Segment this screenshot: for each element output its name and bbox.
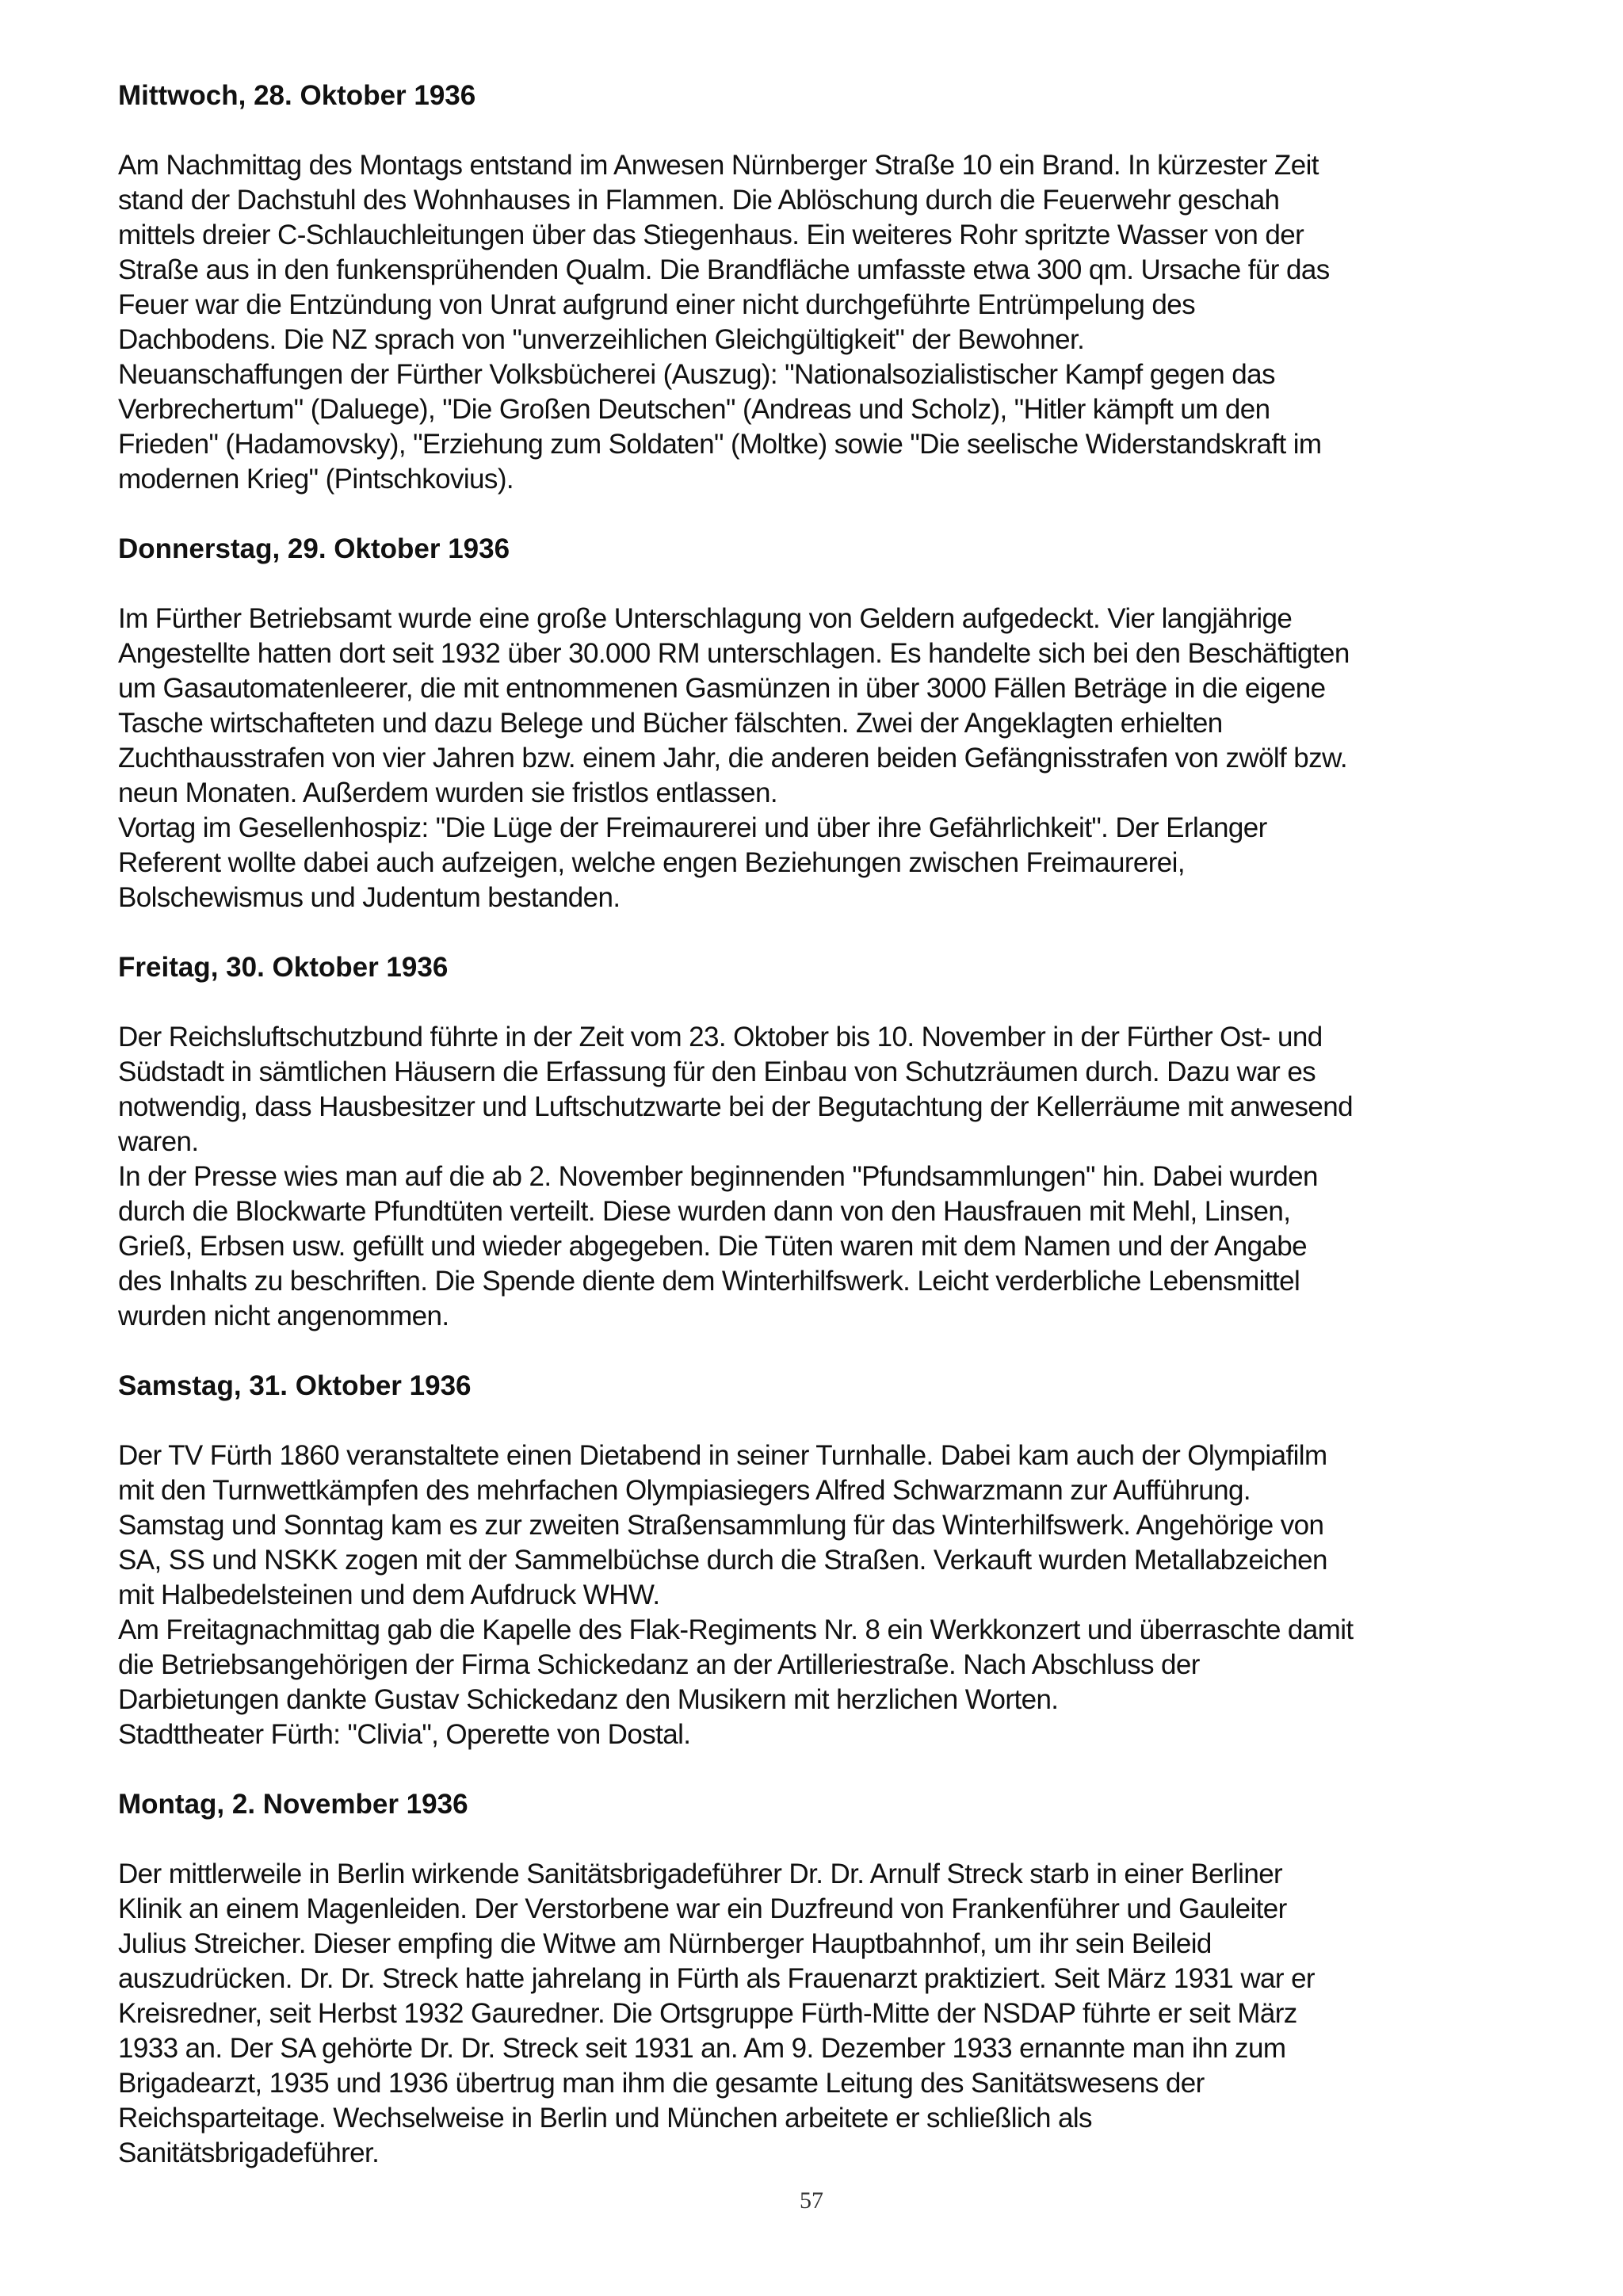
text-line: Kreisredner, seit Herbst 1932 Gauredner. Die Ortsgruppe Fürth-Mitte der NSDAP führte er seit März <box>118 1998 1297 2029</box>
text-line: Vortag im Gesellenhospiz: "Die Lüge der Freimaurerei und über ihre Gefährlichkeit". Der Erlanger <box>118 812 1267 843</box>
entry-body <box>118 148 1529 497</box>
entry-body <box>118 1857 1529 2171</box>
text-line: Verbrechertum" (Daluege), "Die Großen Deutschen" (Andreas und Scholz), "Hitler kämpft um den <box>118 394 1270 425</box>
entry-body <box>118 1438 1529 1752</box>
page-number: 57 <box>800 2187 823 2214</box>
text-line: Straße aus in den funkensprühenden Qualm. Die Brandfläche umfasste etwa 300 qm. Ursache für das <box>118 254 1330 285</box>
text-line: wurden nicht angenommen. <box>118 1301 449 1331</box>
text-line: Der mittlerweile in Berlin wirkende Sanitätsbrigadeführer Dr. Dr. Arnulf Streck starb in einer Berliner <box>118 1859 1283 1889</box>
text-line: Neuanschaffungen der Fürther Volksbücherei (Auszug): "Nationalsozialistischer Kampf gegen das <box>118 359 1275 390</box>
text-line: Darbietungen dankte Gustav Schickedanz den Musikern mit herzlichen Worten. <box>118 1684 1059 1715</box>
text-line: In der Presse wies man auf die ab 2. November beginnenden "Pfundsammlungen" hin. Dabei wurden <box>118 1161 1318 1192</box>
text-line: notwendig, dass Hausbesitzer und Luftschutzwarte bei der Begutachtung der Kellerräume mit anwesend <box>118 1091 1353 1122</box>
entry-date-heading: Freitag, 30. Oktober 1936 <box>118 952 449 983</box>
diary-entry <box>118 950 1529 1334</box>
diary-entry <box>118 532 1529 915</box>
text-line: durch die Blockwarte Pfundtüten verteilt. Diese wurden dann von den Hausfrauen mit Mehl, Linsen, <box>118 1196 1291 1227</box>
text-line: Tasche wirtschafteten und dazu Belege und Bücher fälschten. Zwei der Angeklagten erhielten <box>118 708 1223 739</box>
text-line: Stadttheater Fürth: "Clivia", Operette von Dostal. <box>118 1719 691 1750</box>
text-line: Brigadearzt, 1935 und 1936 übertrug man ihm die gesamte Leitung des Sanitätswesens der <box>118 2068 1205 2099</box>
text-line: Samstag und Sonntag kam es zur zweiten Straßensammlung für das Winterhilfswerk. Angehörige von <box>118 1510 1324 1541</box>
text-line: Sanitätsbrigadeführer. <box>118 2137 380 2168</box>
document-page <box>118 78 1529 2206</box>
text-line: mit Halbedelsteinen und dem Aufdruck WHW. <box>118 1580 660 1610</box>
text-line: Grieß, Erbsen usw. gefüllt und wieder abgegeben. Die Tüten waren mit dem Namen und der Angabe <box>118 1231 1308 1262</box>
text-line: Julius Streicher. Dieser empfing die Witwe am Nürnberger Hauptbahnhof, um ihr sein Beileid <box>118 1928 1212 1959</box>
text-line: stand der Dachstuhl des Wohnhauses in Flammen. Die Ablöschung durch die Feuerwehr geschah <box>118 185 1280 216</box>
text-line: mit den Turnwettkämpfen des mehrfachen Olympiasiegers Alfred Schwarzmann zur Aufführung. <box>118 1475 1251 1506</box>
entry-date-heading: Mittwoch, 28. Oktober 1936 <box>118 80 476 111</box>
entry-date-heading: Montag, 2. November 1936 <box>118 1789 468 1820</box>
text-line: Dachbodens. Die NZ sprach von "unverzeihlichen Gleichgültigkeit" der Bewohner. <box>118 324 1085 355</box>
text-line: Der TV Fürth 1860 veranstaltete einen Dietabend in seiner Turnhalle. Dabei kam auch der Olympiafilm <box>118 1440 1327 1471</box>
text-line: Angestellte hatten dort seit 1932 über 30.000 RM unterschlagen. Es handelte sich bei den Beschäftigten <box>118 638 1350 669</box>
diary-entry <box>118 78 1529 497</box>
text-line: Referent wollte dabei auch aufzeigen, welche engen Beziehungen zwischen Freimaurerei, <box>118 847 1185 878</box>
entry-date-heading: Donnerstag, 29. Oktober 1936 <box>118 533 510 564</box>
text-line: des Inhalts zu beschriften. Die Spende diente dem Winterhilfswerk. Leicht verderbliche Lebensmittel <box>118 1266 1300 1297</box>
text-line: SA, SS und NSKK zogen mit der Sammelbüchse durch die Straßen. Verkauft wurden Metallabzeichen <box>118 1545 1327 1576</box>
text-line: Im Fürther Betriebsamt wurde eine große Unterschlagung von Geldern aufgedeckt. Vier langjährige <box>118 603 1293 634</box>
text-line: Südstadt in sämtlichen Häusern die Erfassung für den Einbau von Schutzräumen durch. Dazu war es <box>118 1056 1316 1087</box>
text-line: Klinik an einem Magenleiden. Der Verstorbene war ein Duzfreund von Frankenführer und Gauleiter <box>118 1893 1287 1924</box>
text-line: um Gasautomatenleerer, die mit entnommenen Gasmünzen in über 3000 Fällen Beträge in die eigene <box>118 673 1326 704</box>
text-line: modernen Krieg" (Pintschkovius). <box>118 464 514 495</box>
text-line: Frieden" (Hadamovsky), "Erziehung zum Soldaten" (Moltke) sowie "Die seelische Widerstandskraft im <box>118 429 1322 460</box>
entry-date-heading: Samstag, 31. Oktober 1936 <box>118 1370 472 1401</box>
text-line: waren. <box>118 1126 199 1157</box>
entry-body <box>118 1020 1529 1334</box>
entry-body <box>118 602 1529 915</box>
text-line: die Betriebsangehörigen der Firma Schickedanz an der Artilleriestraße. Nach Abschluss der <box>118 1649 1200 1680</box>
text-line: Bolschewismus und Judentum bestanden. <box>118 882 621 913</box>
text-line: Am Nachmittag des Montags entstand im Anwesen Nürnberger Straße 10 ein Brand. In kürzester Zeit <box>118 150 1319 181</box>
text-line: neun Monaten. Außerdem wurden sie fristlos entlassen. <box>118 777 778 808</box>
text-line: Der Reichsluftschutzbund führte in der Zeit vom 23. Oktober bis 10. November in der Fürther Ost- und <box>118 1022 1323 1052</box>
text-line: auszudrücken. Dr. Dr. Streck hatte jahrelang in Fürth als Frauenarzt praktiziert. Seit März 1931 war er <box>118 1963 1315 1994</box>
text-line: mittels dreier C-Schlauchleitungen über das Stiegenhaus. Ein weiteres Rohr spritzte Wasser von der <box>118 220 1304 250</box>
text-line: Am Freitagnachmittag gab die Kapelle des Flak-Regiments Nr. 8 ein Werkkonzert und überraschte damit <box>118 1614 1354 1645</box>
text-line: Zuchthausstrafen von vier Jahren bzw. einem Jahr, die anderen beiden Gefängnisstrafen von zwölf bzw. <box>118 743 1347 774</box>
text-line: Feuer war die Entzündung von Unrat aufgrund einer nicht durchgeführte Entrümpelung des <box>118 289 1195 320</box>
text-line: 1933 an. Der SA gehörte Dr. Dr. Streck seit 1931 an. Am 9. Dezember 1933 ernannte man ihn zum <box>118 2033 1286 2064</box>
diary-entry <box>118 1369 1529 1752</box>
diary-entry <box>118 1787 1529 2171</box>
text-line: Reichsparteitage. Wechselweise in Berlin und München arbeitete er schließlich als <box>118 2103 1092 2134</box>
